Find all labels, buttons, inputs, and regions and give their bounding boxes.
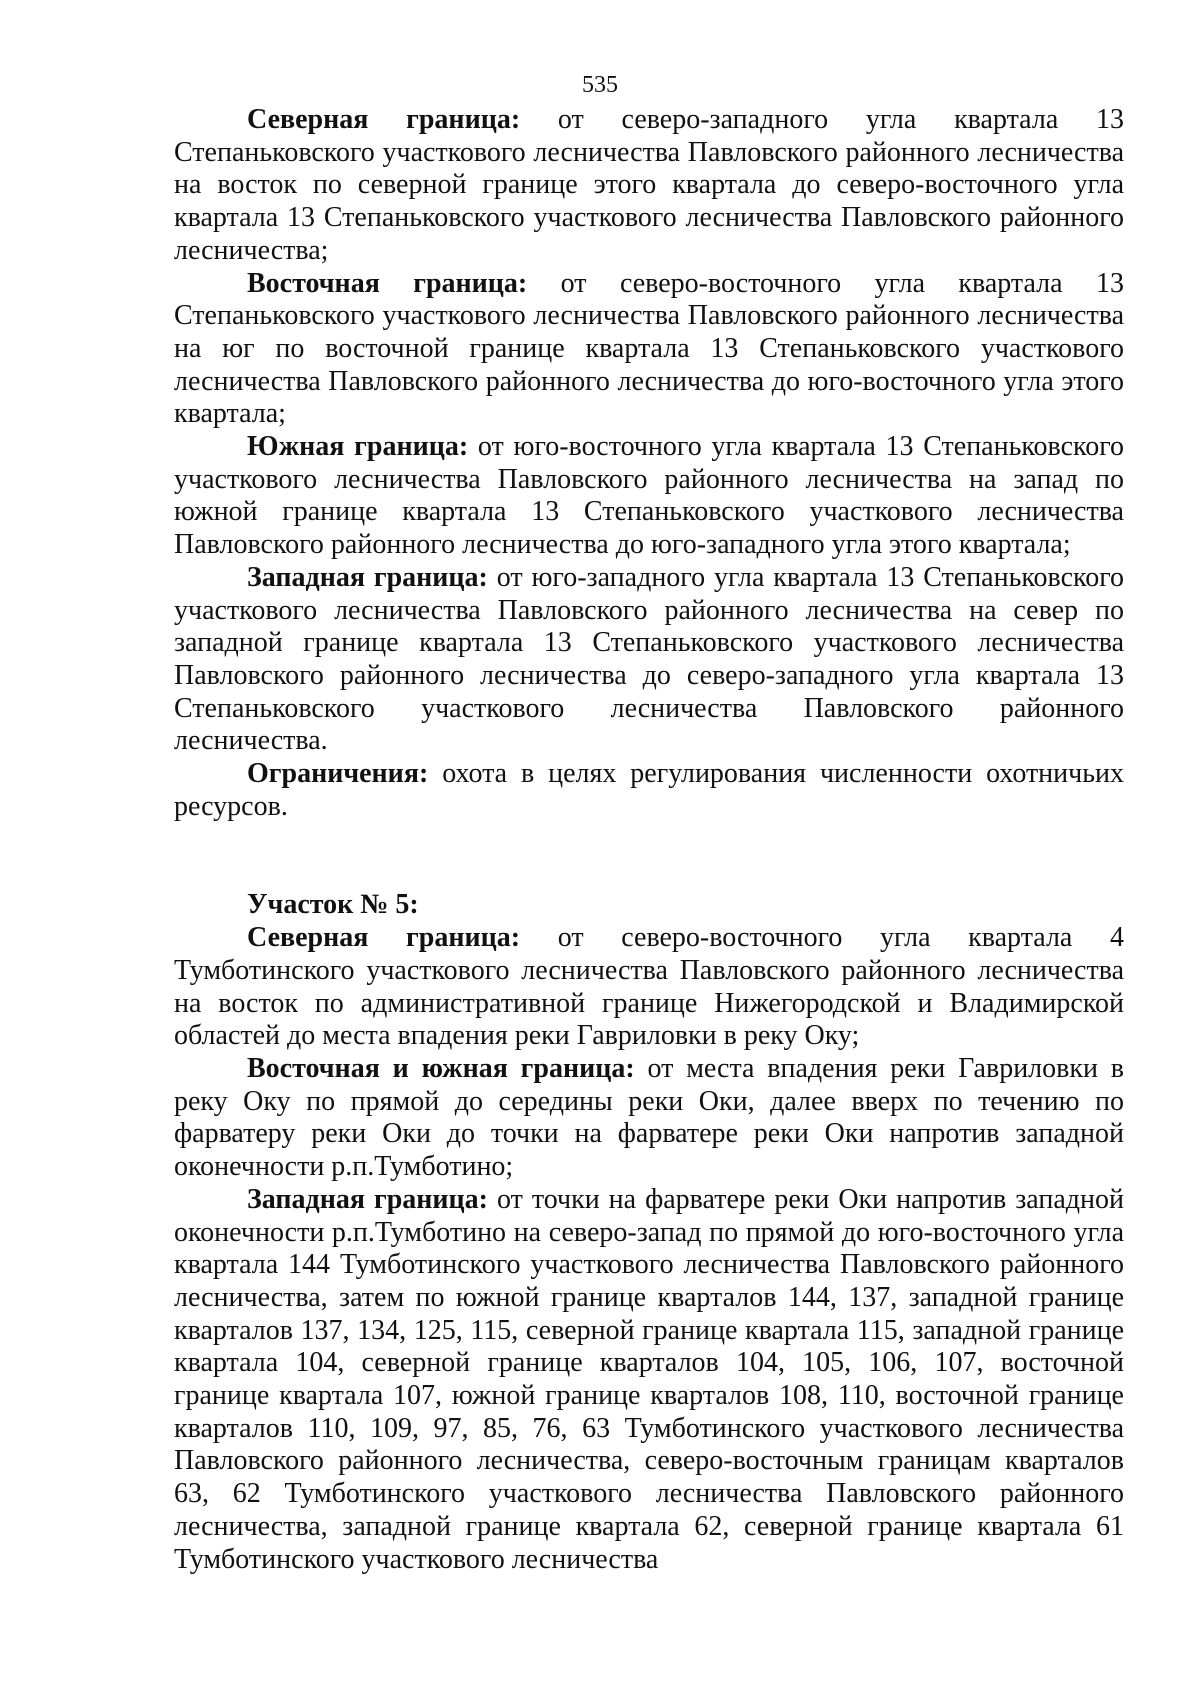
- west-boundary-paragraph: [174, 562, 1124, 758]
- south-boundary-text: от юго-восточного угла квартала 13 Степаньковского участкового лесничества Павловского районного лесничества на запад по южной границе квартала 13 Степаньковского участкового лесничества Павловского районного лесничества до юго-западного угла этого квартала;: [174, 431, 1125, 561]
- restrictions-paragraph: [174, 758, 1124, 823]
- north-boundary-label: Северная граница:: [247, 104, 521, 135]
- section-5-east-south-boundary-label: Восточная и южная граница:: [247, 1052, 635, 1084]
- page-number: 535: [582, 72, 618, 98]
- document-body: [174, 104, 1124, 1576]
- section-5-north-boundary-paragraph: [174, 922, 1124, 1053]
- east-boundary-text: от северо-восточного угла квартала 13 Степаньковского участкового лесничества Павловского районного лесничества на юг по восточной границе квартала 13 Степаньковского участкового лесничества Павловского районного лесничества до юго-восточного угла этого квартала;: [174, 267, 1124, 430]
- section-5-east-south-boundary-paragraph: [174, 1053, 1124, 1184]
- west-boundary-text: от юго-западного угла квартала 13 Степаньковского участкового лесничества Павловского районного лесничества на север по западной границе квартала 13 Степаньковского участкового лесничества Павловского районного лесничества до северо-западного угла квартала 13 Степаньковского участкового лесничества Павловского районного лесничества.: [174, 561, 1124, 757]
- south-boundary-label: Южная граница:: [247, 431, 469, 463]
- north-boundary-paragraph: [174, 104, 1124, 268]
- restrictions-label: Ограничения:: [247, 758, 429, 790]
- section-5-east-south-boundary-text: от места впадения реки Гавриловки в реку Оку по прямой до середины реки Оки, далее вверх по течению по фарватеру реки Оки до точки на фарватере реки Оки напротив западной оконечности р.п.Тумботино;: [174, 1052, 1124, 1183]
- section-spacer: [174, 823, 1124, 889]
- section-5-north-boundary-label: Северная граница:: [247, 922, 521, 954]
- east-boundary-label: Восточная граница:: [247, 267, 528, 299]
- section-5-west-boundary-paragraph: [174, 1184, 1124, 1576]
- east-boundary-paragraph: [174, 268, 1124, 432]
- restrictions-text: охота в целях регулирования численности охотничьих ресурсов.: [174, 758, 1124, 822]
- section-5-west-boundary-label: Западная граница:: [247, 1183, 488, 1215]
- section-5-west-boundary-text: от точки на фарватере реки Оки напротив западной оконечности р.п.Тумботино на северо-запад по прямой до юго-восточного угла квартала 144 Тумботинского участкового лесничества Павловского районного лесничества, затем по южной границе кварталов 144, 137, западной границе кварталов 137, 134, 125, 115, северной границе квартала 115, западной границе квартала 104, северной границе кварталов 104, 105, 106, 107, восточной границе квартала 107, южной границе кварталов 108, 110, восточной границе кварталов 110, 109, 97, 85, 76, 63 Тумботинского участкового лесничества Павловского районного лесничества, северо-восточным границам кварталов 63, 62 Тумботинского участкового лесничества Павловского районного лесничества, западной границе квартала 62, северной границе квартала 61 Тумботинского участкового лесничества: [174, 1183, 1124, 1575]
- section-5-north-boundary-text: от северо-восточного угла квартала 4 Тумботинского участкового лесничества Павловского районного лесничества на восток по административной границе Нижегородской и Владимирской областей до места впадения реки Гавриловки в реку Оку;: [174, 922, 1124, 1052]
- north-boundary-text: от северо-западного угла квартала 13 Степаньковского участкового лесничества Павловского районного лесничества на восток по северной границе этого квартала до северо-восточного угла квартала 13 Степаньковского участкового лесничества Павловского районного лесничества;: [174, 104, 1124, 266]
- section-5-title: Участок № 5:: [247, 889, 419, 921]
- west-boundary-label: Западная граница:: [247, 561, 488, 593]
- south-boundary-paragraph: [174, 431, 1124, 562]
